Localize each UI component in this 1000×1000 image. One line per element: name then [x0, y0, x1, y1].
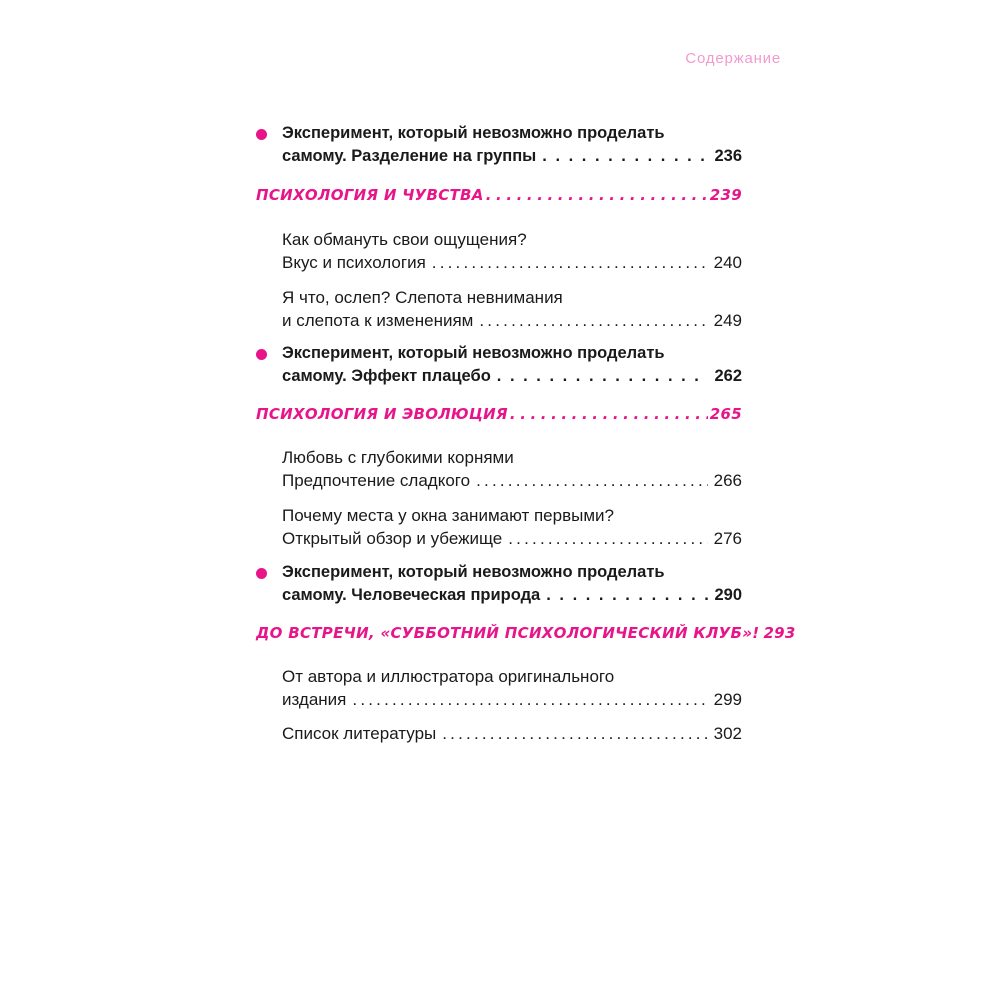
- toc-entry[interactable]: [282, 504, 742, 550]
- toc-entry[interactable]: [282, 722, 742, 745]
- dot-leader: [442, 722, 707, 745]
- dot-leader: [510, 405, 708, 423]
- dot-leader: [476, 469, 708, 492]
- toc-entry[interactable]: [282, 286, 742, 332]
- toc-page-number: 249: [713, 311, 742, 330]
- toc-section-title: ДО ВСТРЕЧИ, «СУББОТНИЙ ПСИХОЛОГИЧЕСКИЙ КЛУБ»!: [256, 624, 760, 642]
- toc-entry-title-line1: Как обмануть свои ощущения?: [282, 230, 527, 249]
- toc-page-number: 265: [709, 405, 742, 423]
- toc-page-number: 240: [713, 253, 742, 272]
- bullet-marker: [256, 349, 267, 360]
- toc-page-number: 239: [709, 186, 742, 204]
- dot-leader: [508, 527, 707, 550]
- toc-entry-title-line2: самому. Эффект плацебо: [282, 367, 491, 385]
- dot-leader: [497, 365, 709, 388]
- toc-entry[interactable]: [282, 665, 742, 711]
- toc-entry[interactable]: [282, 446, 742, 492]
- toc-page-number: 236: [714, 147, 742, 165]
- toc-page-number: 299: [713, 690, 742, 709]
- toc-entry-title-line1: Я что, ослеп? Слепота невнимания: [282, 288, 563, 307]
- toc-entry[interactable]: [282, 122, 742, 168]
- toc-entry[interactable]: [282, 561, 742, 607]
- toc-entry-title-line2: и слепота к изменениям: [282, 311, 474, 330]
- toc-entry-title-line1: Эксперимент, который невозможно проделать: [282, 124, 665, 142]
- dot-leader: [542, 145, 708, 168]
- toc-entry-title-line2: Предпочтение сладкого: [282, 471, 471, 490]
- toc-entry-title-line2: Вкус и психология: [282, 253, 426, 272]
- toc-entry-title: Список литературы: [282, 724, 437, 743]
- toc-entry-title-line2: самому. Разделение на группы: [282, 147, 537, 165]
- toc-page-number: 290: [714, 586, 742, 604]
- toc-section-heading[interactable]: [256, 405, 742, 423]
- dot-leader: [546, 584, 708, 607]
- dot-leader: [352, 688, 707, 711]
- running-head: Содержание: [685, 50, 781, 67]
- toc-section-heading[interactable]: [256, 624, 796, 642]
- toc-entry-title-line1: Эксперимент, который невозможно проделать: [282, 344, 665, 362]
- toc-entry-title-line1: От автора и иллюстратора оригинального: [282, 667, 615, 686]
- dot-leader: [486, 186, 708, 204]
- toc-entry-title-line1: Почему места у окна занимают первыми?: [282, 506, 614, 525]
- toc-page-number: 262: [714, 367, 742, 385]
- toc-page-number: 293: [763, 624, 796, 642]
- toc-section-title: ПСИХОЛОГИЯ И ЧУВСТВА: [256, 186, 484, 204]
- toc-entry-title-line2: издания: [282, 690, 347, 709]
- toc-entry-title-line1: Эксперимент, который невозможно проделать: [282, 563, 665, 581]
- toc-entry[interactable]: [282, 342, 742, 388]
- toc-page-number: 276: [713, 529, 742, 548]
- bullet-marker: [256, 568, 267, 579]
- toc-entry-title-line2: Открытый обзор и убежище: [282, 529, 503, 548]
- toc-entry[interactable]: [282, 228, 742, 274]
- dot-leader: [432, 251, 708, 274]
- dot-leader: [479, 309, 707, 332]
- toc-entry-title-line1: Любовь с глубокими корнями: [282, 448, 514, 467]
- toc-section-title: ПСИХОЛОГИЯ И ЭВОЛЮЦИЯ: [256, 405, 508, 423]
- bullet-marker: [256, 129, 267, 140]
- toc-page-number: 266: [713, 471, 742, 490]
- toc-section-heading[interactable]: [256, 186, 742, 204]
- toc-entry-title-line2: самому. Человеческая природа: [282, 586, 541, 604]
- toc-page-number: 302: [713, 724, 742, 743]
